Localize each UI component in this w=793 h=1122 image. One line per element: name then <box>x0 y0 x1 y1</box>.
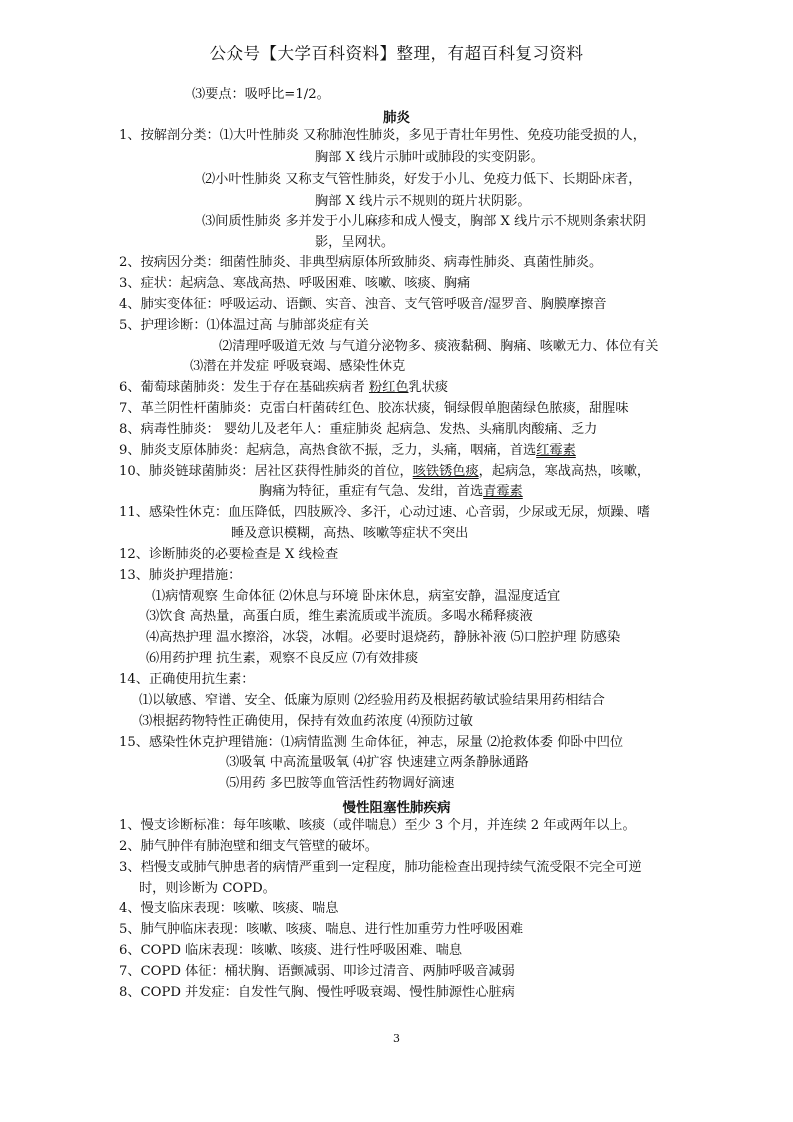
list-item: 胸部 X 线片示不规则的斑片状阴影。 <box>315 194 531 209</box>
list-item: 2、肺气肿伴有肺泡壁和细支气管壁的破坏。 <box>119 839 378 854</box>
breath-ratio-note: ⑶要点：吸呼比=1/2。 <box>192 87 330 102</box>
list-item: 4、慢支临床表现：咳嗽、咳痰、喘息 <box>119 901 339 916</box>
list-item: 5、护理诊断：⑴体温过高 与肺部炎症有关 <box>119 318 369 333</box>
list-item: 12、诊断肺炎的必要检查是 X 线检查 <box>119 547 339 562</box>
list-item: ⑶潜在并发症 呼吸衰竭、感染性休克 <box>190 359 406 374</box>
list-item: 影，呈网状。 <box>315 235 395 250</box>
list-item: ⑶饮食 高热量，高蛋白质，维生素流质或半流质。多喝水稀释痰液 <box>146 609 533 624</box>
highlight-term: 粉红色 <box>368 380 409 395</box>
list-item: ⑴病情观察 生命体征 ⑵休息与环境 卧床休息，病室安静，温湿度适宜 <box>152 589 561 604</box>
list-item: 1、按解剖分类：⑴大叶性肺炎 又称肺泡性肺炎，多见于青壮年男性、免疫功能受损的人， <box>119 128 646 143</box>
highlight-term: 青霉素 <box>483 484 523 499</box>
list-item: 6、葡萄球菌肺炎：发生于存在基础疾病者 粉红色乳状痰 <box>119 380 449 395</box>
list-item: 9、肺炎支原体肺炎：起病急，高热食欲不振，乏力，头痛，咽痛，首选红霉素 <box>119 443 576 458</box>
list-item: 4、肺实变体征：呼吸运动、语颤、实音、浊音、支气管呼吸音/湿罗音、胸膜摩擦音 <box>119 297 607 312</box>
list-item: 5、肺气肿临床表现：咳嗽、咳痰、喘息、进行性加重劳力性呼吸困难 <box>119 922 524 937</box>
list-item: ⑶吸氧 中高流量吸氧 ⑷扩容 快速建立两条静脉通路 <box>226 755 529 770</box>
list-item: 3、症状：起病急、寒战高热、呼吸困难、咳嗽、咳痰、胸痛 <box>119 276 471 291</box>
list-item: 14、正确使用抗生素： <box>119 672 255 687</box>
list-item: 8、COPD 并发症：自发性气胸、慢性呼吸衰竭、慢性肺源性心脏病 <box>119 985 515 1000</box>
list-item: 13、肺炎护理措施： <box>119 568 242 583</box>
list-item: ⑵小叶性肺炎 又称支气管性肺炎，好发于小儿、免疫力低下、长期卧床者， <box>202 172 642 187</box>
highlight-term: 红霉素 <box>536 443 576 458</box>
list-item: ⑷高热护理 温水擦浴，冰袋，冰帽。必要时退烧药，静脉补液 ⑸口腔护理 防感染 <box>146 630 621 645</box>
list-item: ⑵清理呼吸道无效 与气道分泌物多、痰液黏稠、胸痛、咳嗽无力、体位有关 <box>219 339 659 354</box>
list-item: 胸部 X 线片示肺叶或肺段的实变阴影。 <box>315 150 544 165</box>
list-item: 时，则诊断为 COPD。 <box>139 881 276 896</box>
list-item: 睡及意识模糊，高热、咳嗽等症状不突出 <box>231 526 469 541</box>
list-item: ⑶间质性肺炎 多并发于小儿麻疹和成人慢支，胸部 X 线片示不规则条索状阴 <box>202 214 646 229</box>
list-item: 6、COPD 临床表现：咳嗽、咳痰、进行性呼吸困难、喘息 <box>119 943 463 958</box>
page-number: 3 <box>393 1032 400 1045</box>
list-item: 15、感染性休克护理错施：⑴病情监测 生命体征，神志，尿量 ⑵抢救体委 仰卧中凹位 <box>119 735 624 750</box>
list-item: 10、肺炎链球菌肺炎：居社区获得性肺炎的首位，咳铁锈色痰，起病急，寒战高热，咳嗽， <box>119 464 651 479</box>
list-item: ⑴以敏感、窄谱、安全、低廉为原则 ⑵经验用药及根据药敏试验结果用药相结合 <box>139 693 605 708</box>
list-item: 1、慢支诊断标准：每年咳嗽、咳痰（或伴喘息）至少 3 个月，并连续 2 年或两年以上。 <box>119 818 636 833</box>
list-item: ⑶根据药物特性正确使用，保持有效血药浓度 ⑷预防过敏 <box>139 714 473 729</box>
list-item: ⑹用药护理 抗生素，观察不良反应 ⑺有效排痰 <box>146 651 419 666</box>
list-item: 胸痛为特征，重症有气急、发绀，首选青霉素 <box>259 484 523 499</box>
section-title-copd: 慢性阻塞性肺疾病 <box>342 800 451 816</box>
list-item: 3、档慢支或肺气肿患者的病情严重到一定程度，肺功能检查出现持续气流受限不完全可逆 <box>119 860 642 875</box>
section-title-pneumonia: 肺炎 <box>383 110 410 126</box>
highlight-term: 咳铁锈色痰 <box>412 464 479 479</box>
list-item: 2、按病因分类：细菌性肺炎、非典型病原体所致肺炎、病毒性肺炎、真菌性肺炎。 <box>119 255 603 270</box>
list-item: 8、病毒性肺炎： 婴幼儿及老年人：重症肺炎 起病急、发热、头痛肌肉酸痛、乏力 <box>119 422 598 437</box>
list-item: 7、COPD 体征：桶状胸、语颤减弱、叩诊过清音、两肺呼吸音减弱 <box>119 964 515 979</box>
page-header: 公众号【大学百科资料】整理，有超百科复习资料 <box>209 44 584 63</box>
list-item: 7、革兰阴性杆菌肺炎：克雷白杆菌砖红色、胶冻状痰，铜绿假单胞菌绿色脓痰，甜腥味 <box>119 401 629 416</box>
list-item: ⑸用药 多巴胺等血管活性药物调好滴速 <box>226 776 455 791</box>
list-item: 11、感染性休克：血压降低，四肢厥冷、多汗，心动过速、心音弱，少尿或无尿，烦躁、嗜 <box>119 505 651 520</box>
